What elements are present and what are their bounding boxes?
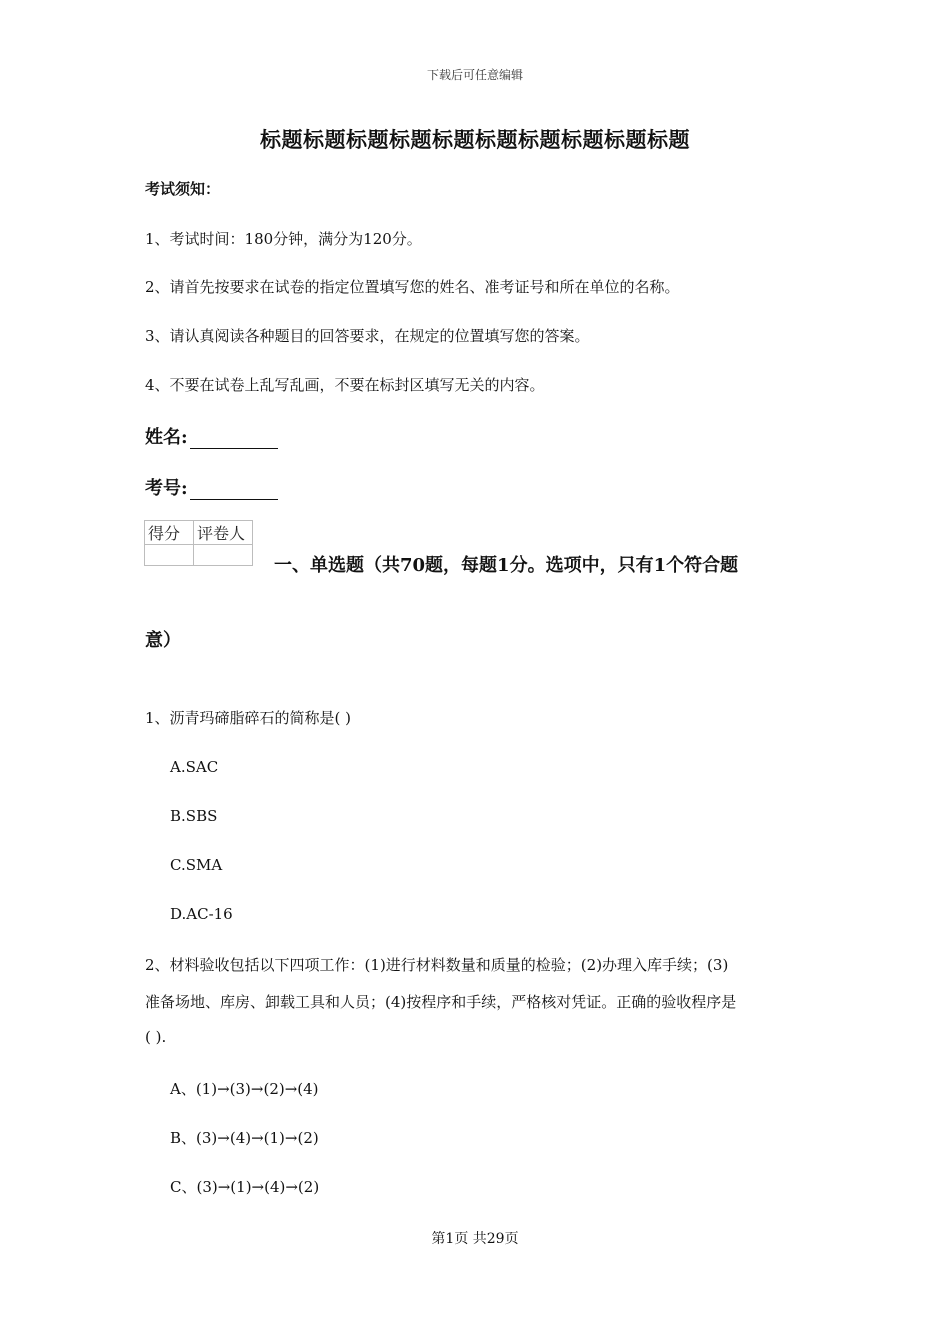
document-title: 标题标题标题标题标题标题标题标题标题标题 (260, 127, 690, 152)
name-blank[interactable] (190, 430, 278, 449)
header-note: 下载后可任意编辑 (426, 68, 523, 82)
exam-rule: 2、请首先按要求在试卷的指定位置填写您的姓名、准考证号和所在单位的名称。 (145, 278, 680, 296)
grader-header: 评卷人 (194, 521, 253, 545)
answer-option[interactable]: B.SBS (170, 807, 218, 825)
section-title-continued: 意） (145, 630, 181, 651)
exam-number-label: 考号: (145, 478, 188, 499)
answer-option[interactable]: A、(1)→(3)→(2)→(4) (170, 1080, 319, 1098)
score-cell[interactable] (145, 545, 194, 566)
question-stem: 准备场地、库房、卸载工具和人员；(4)按程序和手续，严格核对凭证。正确的验收程序是 (145, 993, 737, 1011)
score-table (144, 520, 253, 566)
exam-number-blank[interactable] (190, 481, 278, 500)
score-header: 得分 (145, 521, 194, 545)
answer-option[interactable]: C.SMA (170, 856, 223, 874)
question-stem: 1、沥青玛碲脂碎石的简称是( ) (145, 709, 352, 727)
answer-option[interactable]: D.AC-16 (170, 905, 233, 923)
section-title: 一、单选题（共70题，每题1分。选项中，只有1个符合题 (274, 555, 739, 576)
question-stem: 2、材料验收包括以下四项工作：(1)进行材料数量和质量的检验；(2)办理入库手续；(3) (145, 956, 729, 974)
page-footer: 第1页 共29页 (431, 1231, 519, 1247)
exam-rule: 4、不要在试卷上乱写乱画，不要在标封区填写无关的内容。 (145, 376, 545, 394)
exam-rule: 1、考试时间：180分钟，满分为120分。 (145, 230, 422, 248)
answer-option[interactable]: A.SAC (170, 758, 219, 776)
question-stem: ( ). (145, 1028, 167, 1046)
exam-notice-heading: 考试须知： (145, 180, 221, 198)
exam-rule: 3、请认真阅读各种题目的回答要求，在规定的位置填写您的答案。 (145, 327, 590, 345)
answer-option[interactable]: C、(3)→(1)→(4)→(2) (170, 1178, 320, 1196)
answer-option[interactable]: B、(3)→(4)→(1)→(2) (170, 1129, 319, 1147)
exam-number-field (145, 474, 278, 500)
name-field (145, 423, 278, 449)
grader-cell[interactable] (194, 545, 253, 566)
name-label: 姓名: (145, 427, 188, 448)
